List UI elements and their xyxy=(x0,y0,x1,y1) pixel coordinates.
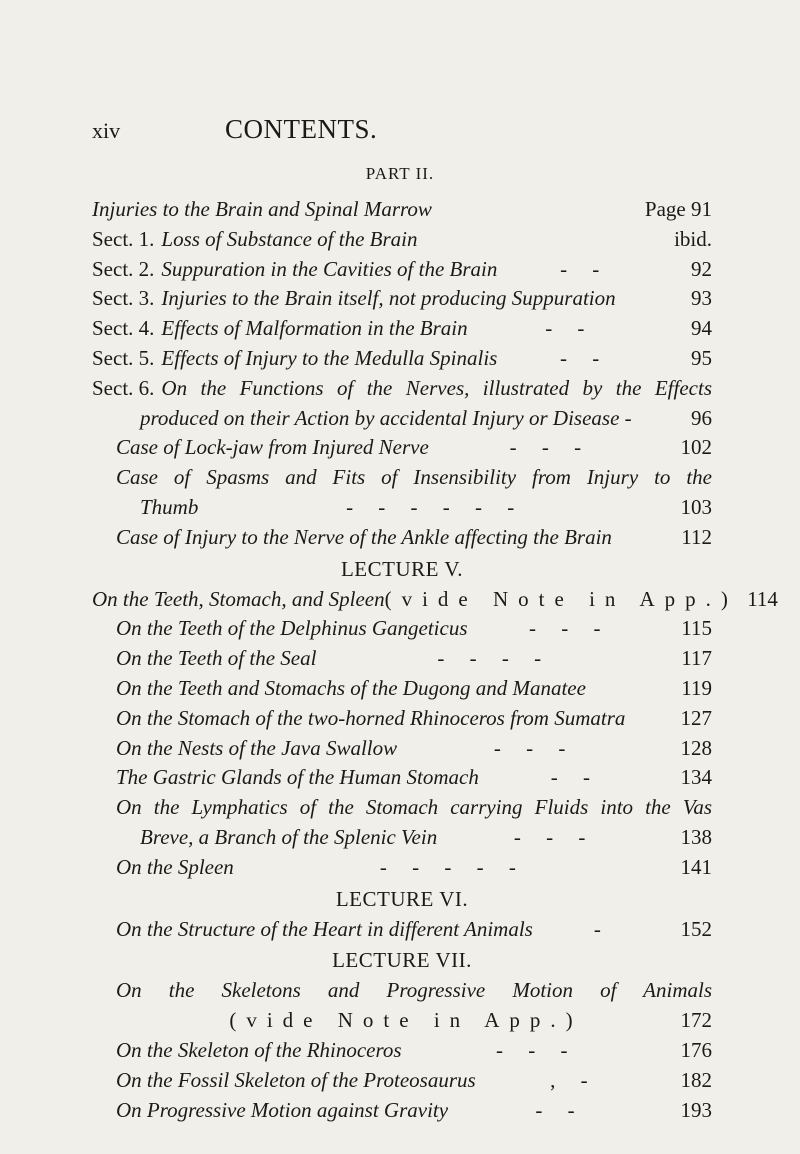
section-number: Sect. 6. xyxy=(92,375,155,400)
page-reference: 95 xyxy=(691,345,712,370)
leader-dots xyxy=(586,674,672,704)
page-reference: Page 91 xyxy=(644,197,712,221)
entry-title: On the Teeth of the Seal xyxy=(116,646,317,671)
entry-title: Case of Injury to the Nerve of the Ankle affecting the Brain xyxy=(116,524,612,549)
entry-title: Injuries to the Brain itself, not producing Suppuration xyxy=(161,286,616,311)
entry-title: On the Structure of the Heart in different Animals xyxy=(116,916,533,941)
toc-entry xyxy=(92,1006,712,1036)
toc-entry xyxy=(92,314,712,344)
page-reference: 141 xyxy=(680,854,712,879)
lecture-heading: LECTURE V. xyxy=(340,556,464,581)
toc-entry xyxy=(92,674,712,704)
leader-dots: (vide Note in App.) xyxy=(229,1008,583,1033)
leader-dots xyxy=(418,225,673,255)
leader-dots xyxy=(612,523,672,553)
page-reference: 128 xyxy=(680,735,712,760)
page-reference: 92 xyxy=(691,256,712,281)
page-reference: 193 xyxy=(680,1097,712,1122)
entry-title: On the Lymphatics of the Stomach carrying Fluids into the Vas xyxy=(116,795,712,820)
page-number: xiv xyxy=(92,118,121,143)
page-reference: 117 xyxy=(681,646,712,671)
toc-entry xyxy=(92,793,712,823)
page-reference: 103 xyxy=(680,494,712,519)
entry-title: Suppuration in the Cavities of the Brain xyxy=(161,256,498,281)
leader-dots: - - - - - xyxy=(379,854,526,879)
entry-title: On the Fossil Skeleton of the Proteosaurus xyxy=(116,1067,476,1092)
page-title: CONTENTS. xyxy=(225,114,378,144)
entry-title: On the Teeth of the Delphinus Gangeticus xyxy=(116,616,468,641)
page-reference: 112 xyxy=(681,524,712,549)
leader-dots xyxy=(632,404,672,434)
toc-entry xyxy=(92,853,712,883)
entry-title: produced on their Action by accidental Injury or Disease - xyxy=(140,405,632,430)
part-heading: PART II. xyxy=(365,164,435,183)
page-reference: 127 xyxy=(680,705,712,730)
leader-dots: - - xyxy=(535,1097,585,1122)
entry-title: On the Teeth and Stomachs of the Dugong and Manatee xyxy=(116,675,586,700)
entry-title: On the Stomach of the two-horned Rhinoceros from Sumatra xyxy=(116,705,626,730)
toc-entry xyxy=(92,763,712,793)
page-reference: 94 xyxy=(691,316,712,341)
entry-title: Effects of Injury to the Medulla Spinalis xyxy=(161,345,498,370)
entry-title: The Gastric Glands of the Human Stomach xyxy=(116,765,479,790)
section-number: Sect. 2. xyxy=(92,256,155,281)
toc-entry xyxy=(92,614,712,644)
page-reference: 134 xyxy=(680,765,712,790)
section-number: Sect. 1. xyxy=(92,226,155,251)
leader-dots: - - xyxy=(550,765,601,790)
entry-title: Thumb xyxy=(140,494,199,519)
toc-entry xyxy=(92,463,712,493)
leader-dots: - - - xyxy=(496,1037,578,1062)
page-reference: 93 xyxy=(691,286,712,311)
page-reference: 114 xyxy=(747,586,778,611)
leader-dots: (vide Note in App.) xyxy=(384,586,738,611)
section-number: Sect. 3. xyxy=(92,286,155,311)
entry-title: On the Spleen xyxy=(116,854,234,879)
lecture-heading: LECTURE VII. xyxy=(332,948,472,973)
page-reference: 96 xyxy=(691,405,712,430)
toc-entry xyxy=(92,915,712,945)
toc-entry xyxy=(92,493,712,523)
entry-title: Effects of Malformation in the Brain xyxy=(161,316,468,341)
toc-entry xyxy=(92,1096,712,1126)
leader-dots: - - xyxy=(560,256,610,281)
toc-entry xyxy=(92,344,712,374)
page-reference: 172 xyxy=(680,1008,712,1033)
entry-title: On the Skeleton of the Rhinoceros xyxy=(116,1037,402,1062)
toc-entry xyxy=(92,523,712,553)
toc-entry xyxy=(92,195,712,225)
toc-entry xyxy=(92,644,712,674)
page-reference: 176 xyxy=(680,1037,712,1062)
leader-dots xyxy=(625,704,672,734)
toc-entry xyxy=(92,585,778,615)
entry-title: On the Functions of the Nerves, illustrated by the Effects xyxy=(161,375,712,400)
entry-title: Breve, a Branch of the Splenic Vein xyxy=(140,824,438,849)
toc-entry xyxy=(92,284,712,314)
page-reference: 102 xyxy=(680,435,712,460)
toc-entry xyxy=(92,704,712,734)
section-number: Sect. 5. xyxy=(92,345,155,370)
page-reference: 138 xyxy=(680,824,712,849)
page-reference: 115 xyxy=(681,616,712,641)
entry-title: On the Nests of the Java Swallow xyxy=(116,735,398,760)
toc-entry xyxy=(92,374,712,404)
entry-title: Case of Spasms and Fits of Insensibility from Injury to the xyxy=(116,465,712,490)
toc-entry xyxy=(92,734,712,764)
leader-dots xyxy=(432,195,645,225)
toc-entry xyxy=(92,433,712,463)
toc-entry xyxy=(92,404,712,434)
table-of-contents xyxy=(92,195,778,1125)
page-reference: 182 xyxy=(680,1067,712,1092)
leader-dots xyxy=(616,284,672,314)
leader-dots: - - xyxy=(560,345,610,370)
leader-dots: - - - - xyxy=(437,646,552,671)
entry-title: Case of Lock-jaw from Injured Nerve xyxy=(116,435,429,460)
toc-entry xyxy=(92,1036,712,1066)
page-reference: 152 xyxy=(680,916,712,941)
toc-entry xyxy=(92,255,712,285)
entry-title: On the Teeth, Stomach, and Spleen xyxy=(92,586,385,611)
page-reference: 119 xyxy=(681,675,712,700)
entry-title: On Progressive Motion against Gravity xyxy=(116,1097,449,1122)
leader-dots: , - xyxy=(550,1067,598,1092)
page-reference: ibid. xyxy=(674,226,712,251)
leader-dots: - - - xyxy=(509,435,592,460)
leader-dots: - - - - - - xyxy=(346,494,525,519)
leader-dots: - xyxy=(593,916,611,941)
toc-entry xyxy=(92,1066,712,1096)
leader-dots: - - - xyxy=(493,735,576,760)
entry-title: Injuries to the Brain and Spinal Marrow xyxy=(92,197,432,221)
toc-entry xyxy=(92,823,712,853)
leader-dots: - - xyxy=(545,316,595,341)
leader-dots: - - - xyxy=(513,824,596,849)
leader-dots: - - - xyxy=(529,616,611,641)
toc-entry xyxy=(92,225,712,255)
section-number: Sect. 4. xyxy=(92,316,155,341)
entry-title: On the Skeletons and Progressive Motion of Animals xyxy=(116,978,712,1003)
entry-title: Loss of Substance of the Brain xyxy=(161,226,418,251)
toc-entry xyxy=(92,976,712,1006)
lecture-heading: LECTURE VI. xyxy=(335,886,469,911)
